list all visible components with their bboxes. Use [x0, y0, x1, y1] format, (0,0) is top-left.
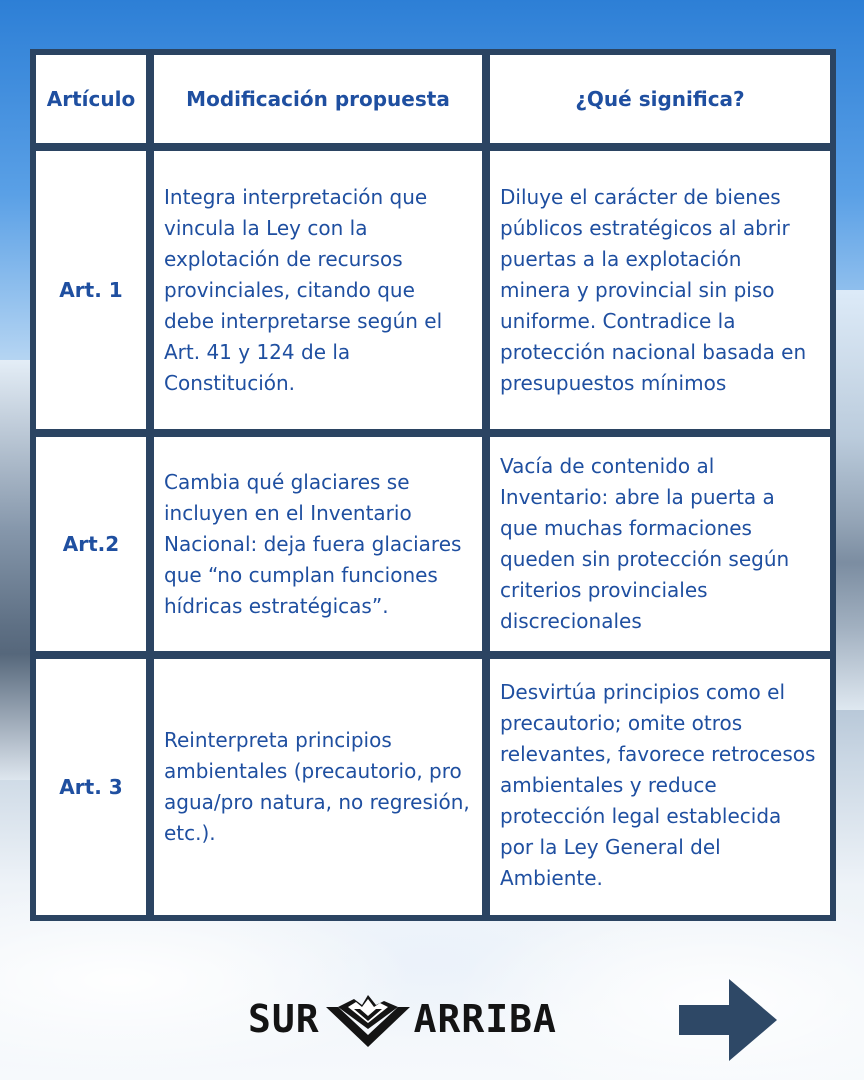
comparison-table: [36, 55, 830, 915]
table-row: [36, 151, 830, 437]
logo-word-right: ARRIBA: [413, 997, 557, 1041]
modification-cell: Reinterpreta principios ambientales (precautorio, pro agua/pro natura, no regresión, etc.).: [154, 659, 490, 915]
header-modificacion: Modificación propuesta: [154, 55, 490, 151]
article-cell: Art. 1: [36, 151, 154, 437]
arrow-right-icon[interactable]: [679, 979, 779, 1061]
article-cell: Art.2: [36, 437, 154, 659]
footer: [0, 975, 864, 1065]
header-articulo: Artículo: [36, 55, 154, 151]
logo-word-left: SUR: [248, 997, 320, 1041]
modification-cell: Cambia qué glaciares se incluyen en el Inventario Nacional: deja fuera glaciares que “no cumplan funciones hídricas estratégicas”.: [154, 437, 490, 659]
modification-cell: Integra interpretación que vincula la Ley con la explotación de recursos provinciales, citando que debe interpretarse según el Art. 41 y 124 de la Constitución.: [154, 151, 490, 437]
article-cell: Art. 3: [36, 659, 154, 915]
meaning-cell: Diluye el carácter de bienes públicos estratégicos al abrir puertas a la explotación minera y provincial sin piso uniforme. Contradice la protección nacional basada en presupuestos mínimos: [490, 151, 830, 437]
meaning-cell: Desvirtúa principios como el precautorio; omite otros relevantes, favorece retrocesos ambientales y reduce protección legal establecida por la Ley General del Ambiente.: [490, 659, 830, 915]
header-significado: ¿Qué significa?: [490, 55, 830, 151]
sur-arriba-logo: [248, 989, 557, 1049]
meaning-cell: Vacía de contenido al Inventario: abre la puerta a que muchas formaciones queden sin protección según criterios provinciales discrecionales: [490, 437, 830, 659]
comparison-table-frame: [30, 49, 836, 921]
table-header-row: [36, 55, 830, 151]
table-row: [36, 659, 830, 915]
table-row: [36, 437, 830, 659]
mountain-chevron-icon: [324, 989, 412, 1049]
